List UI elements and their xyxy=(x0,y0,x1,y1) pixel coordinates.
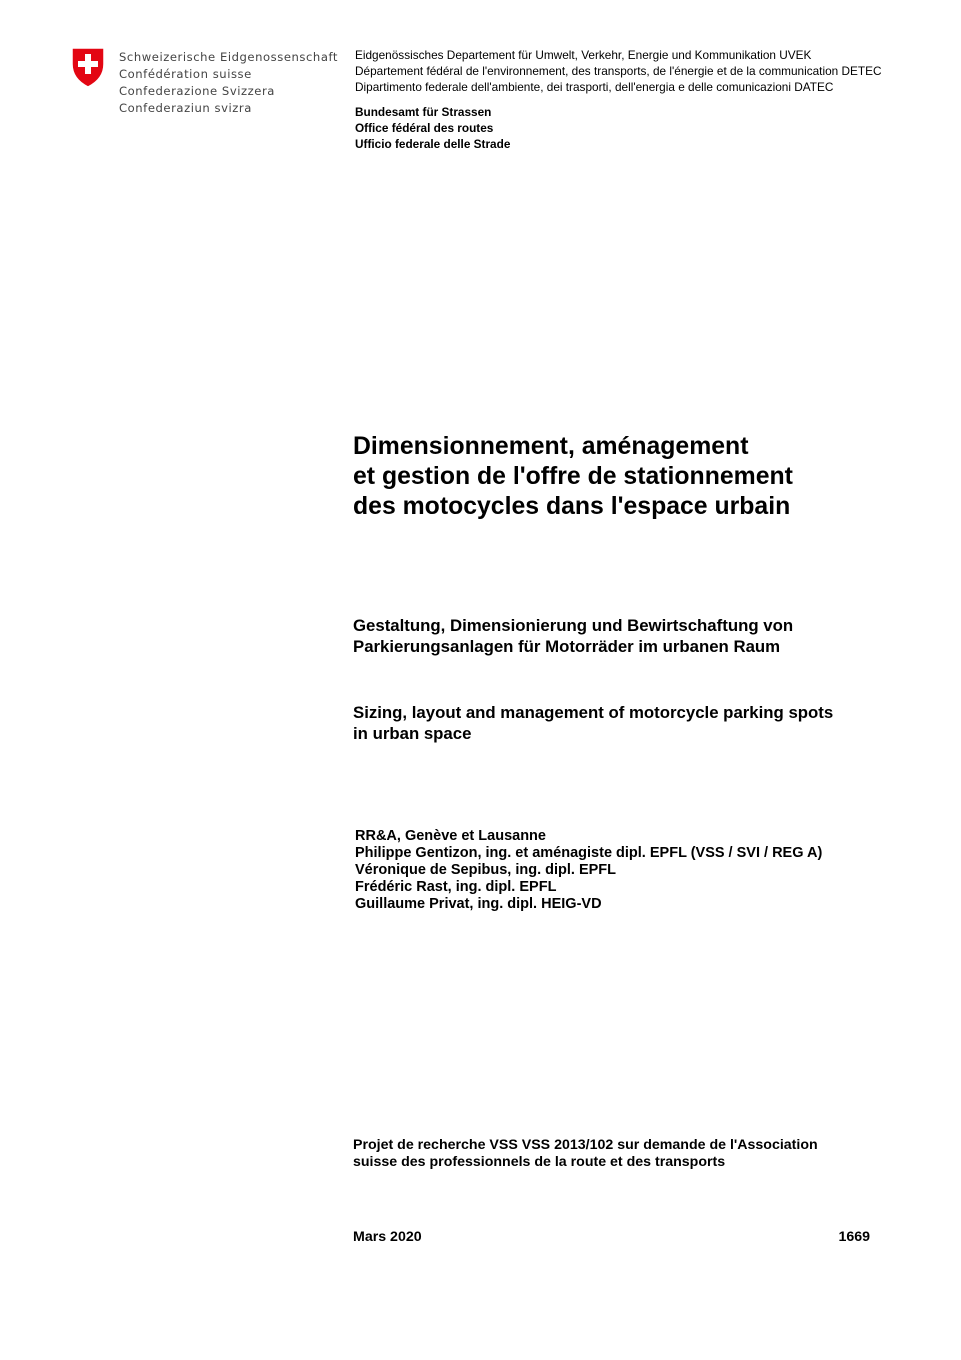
confederation-name-fr: Confédération suisse xyxy=(119,67,252,81)
report-title-line: Dimensionnement, aménagement xyxy=(353,433,749,460)
confederation-name-rm: Confederaziun svizra xyxy=(119,101,252,115)
project-statement xyxy=(353,1137,818,1171)
author-item: Frédéric Rast, ing. dipl. EPFL xyxy=(355,879,557,895)
office-line-fr: Office fédéral des routes xyxy=(355,121,494,135)
report-title xyxy=(353,432,793,522)
author-item: Philippe Gentizon, ing. et aménagiste dipl. EPFL (VSS / SVI / REG A) xyxy=(355,845,823,861)
english-subtitle xyxy=(353,702,833,744)
project-line: Projet de recherche VSS VSS 2013/102 sur demande de l'Association xyxy=(353,1137,818,1153)
german-subtitle-line: Gestaltung, Dimensionierung und Bewirtschaftung von xyxy=(353,616,794,635)
author-item: Véronique de Sepibus, ing. dipl. EPFL xyxy=(355,862,617,878)
office-block xyxy=(355,104,510,152)
crest-cross-horizontal xyxy=(78,61,98,67)
confederation-name-de: Schweizerische Eidgenossenschaft xyxy=(119,50,338,64)
report-title-line: et gestion de l'offre de stationnement xyxy=(353,463,793,490)
confederation-names xyxy=(119,49,338,117)
confederation-name-it: Confederazione Svizzera xyxy=(119,84,275,98)
office-line-de: Bundesamt für Strassen xyxy=(355,105,492,119)
english-subtitle-line: in urban space xyxy=(353,724,472,743)
department-line-it: Dipartimento federale dell'ambiente, dei trasporti, dell'energia e delle comunicazioni DATEC xyxy=(355,80,834,95)
author-item: Guillaume Privat, ing. dipl. HEIG-VD xyxy=(355,896,602,912)
department-line-de: Eidgenössisches Departement für Umwelt, Verkehr, Energie und Kommunikation UVEK xyxy=(355,48,812,62)
department-block xyxy=(355,47,881,96)
author-list xyxy=(355,828,822,913)
office-line-it: Ufficio federale delle Strade xyxy=(355,137,511,151)
project-line: suisse des professionnels de la route et des transports xyxy=(353,1154,726,1170)
report-number: 1669 xyxy=(838,1229,870,1245)
swiss-coat-of-arms-icon xyxy=(70,46,106,88)
english-subtitle-line: Sizing, layout and management of motorcycle parking spots xyxy=(353,703,834,722)
department-line-fr: Département fédéral de l'environnement, des transports, de l'énergie et de la communication DETEC xyxy=(355,64,882,79)
report-title-line: des motocycles dans l'espace urbain xyxy=(353,493,791,520)
german-subtitle-line: Parkierungsanlagen für Motorräder im urbanen Raum xyxy=(353,637,781,656)
author-organization: RR&A, Genève et Lausanne xyxy=(355,828,546,844)
publication-date: Mars 2020 xyxy=(353,1229,422,1245)
german-subtitle xyxy=(353,615,793,657)
